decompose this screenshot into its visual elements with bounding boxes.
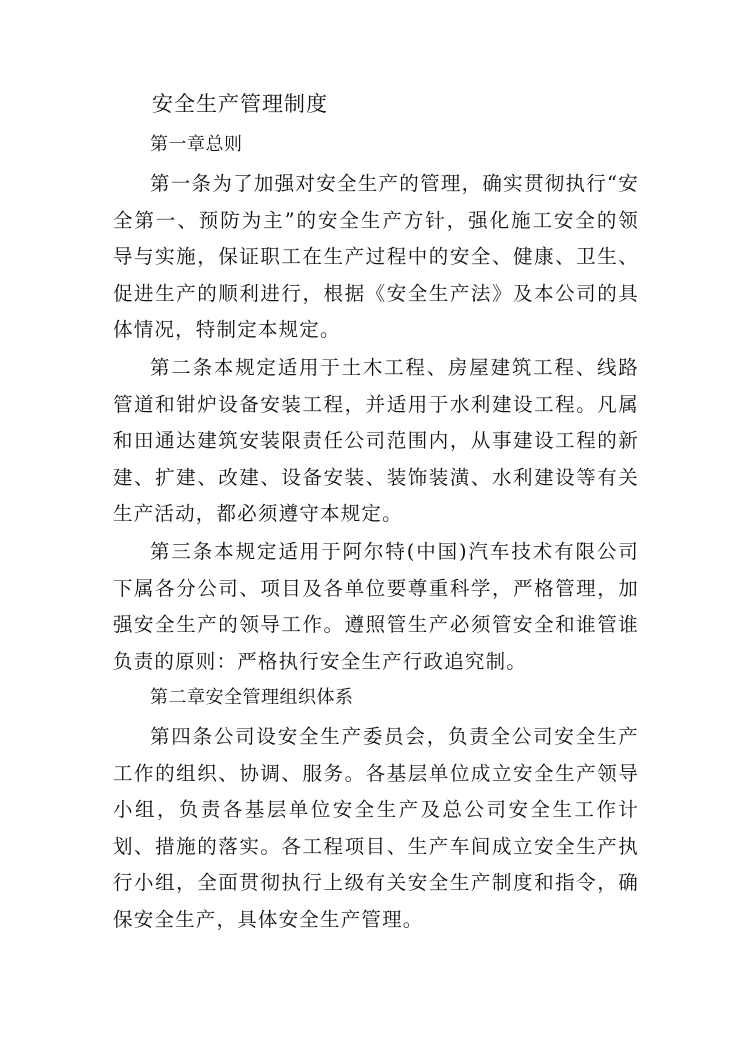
article-2-paragraph: 第二条本规定适用于土木工程、房屋建筑工程、线路管道和钳炉设备安装工程，并适用于水利建设工程。凡属和田通达建筑安装限责任公司范围内，从事建设工程的新建、扩建、改建、设备安装、装饰装潢、水利建设等有关生产活动，都必须遵守本规定。: [113, 356, 639, 526]
chapter-heading-1: 第一章总则: [150, 134, 243, 155]
article-3-paragraph: 第三条本规定适用于阿尔特(中国)汽车技术有限公司下属各分公司、项目及各单位要尊重科学，严格管理，加强安全生产的领导工作。遵照管生产必须管安全和谁管谁负责的原则：严格执行安全生产行政追究制。: [113, 540, 639, 673]
document-title: 安全生产管理制度: [152, 92, 328, 116]
article-4-paragraph: 第四条公司设安全生产委员会，负责全公司安全生产工作的组织、协调、服务。各基层单位成立安全生产领导小组，负责各基层单位安全生产及总公司安全生工作计划、措施的落实。各工程项目、生产车间成立安全生产执行小组，全面贯彻执行上级有关安全生产制度和指令，确保安全生产，具体安全生产管理。: [113, 725, 639, 931]
chapter-heading-2: 第二章安全管理组织体系: [150, 687, 354, 708]
article-1-paragraph: 第一条为了加强对安全生产的管理，确实贯彻执行“安全第一、预防为主”的安全生产方针，强化施工安全的领导与实施，保证职工在生产过程中的安全、健康、卫生、促进生产的顺利进行，根据《安全生产法》及本公司的具体情况，特制定本规定。: [113, 172, 639, 342]
